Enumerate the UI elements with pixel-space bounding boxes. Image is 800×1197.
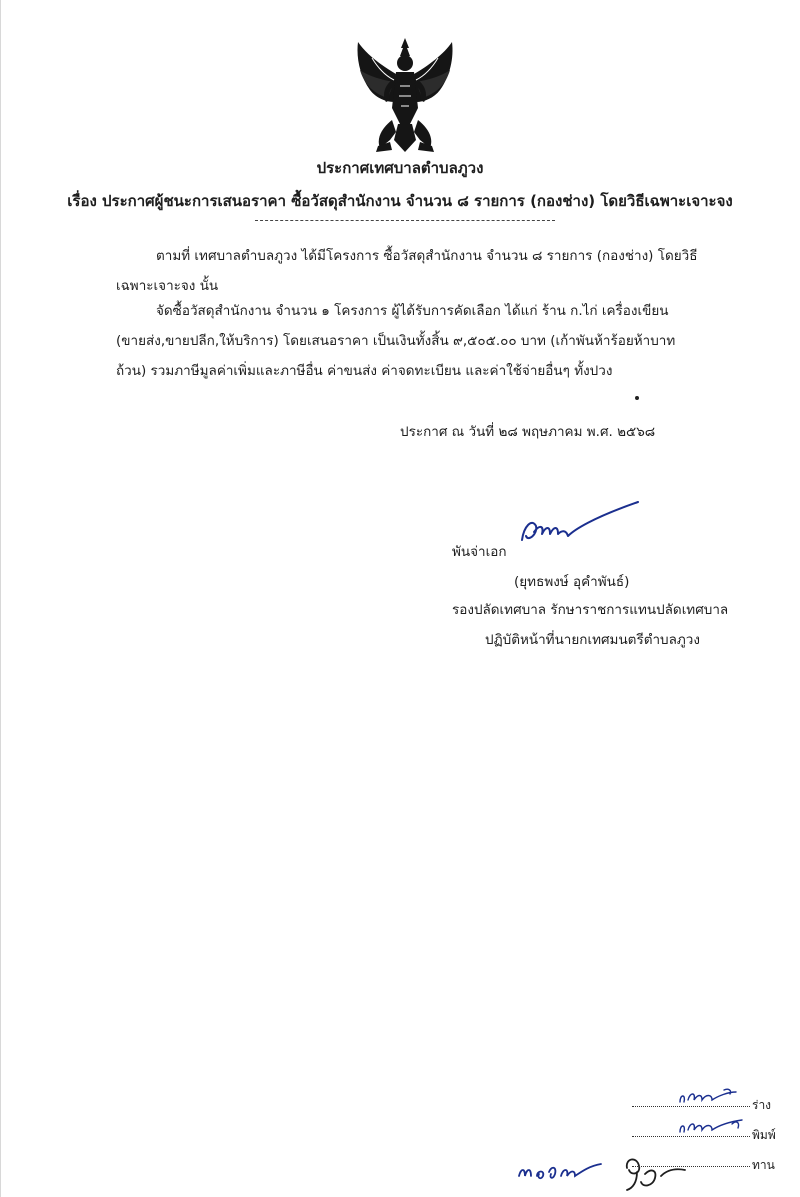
workflow-initials	[632, 1088, 782, 1178]
workflow-row-typed	[632, 1118, 782, 1148]
stray-mark	[635, 396, 639, 400]
handwritten-signature	[512, 496, 642, 558]
draft-label: ร่าง	[752, 1098, 772, 1112]
announcement-date: ประกาศ ณ วันที่ ๒๘ พฤษภาคม พ.ศ. ๒๕๖๘	[400, 424, 656, 440]
signatory-position-1: รองปลัดเทศบาล รักษาราชการแทนปลัดเทศบาล	[452, 602, 729, 618]
paragraph-intro	[116, 241, 702, 301]
paragraph-intro-text: ตามที่ เทศบาลตำบลภูวง ได้มีโครงการ ซื้อวัสดุสำนักงาน จำนวน ๘ รายการ (กองช่าง) โดยวิธีเฉพาะเจาะจง นั้น	[116, 248, 698, 294]
signatory-position-2: ปฏิบัติหน้าที่นายกเทศมนตรีตำบลภูวง	[485, 632, 700, 648]
workflow-row-checked	[632, 1148, 782, 1178]
draft-dotted-line	[632, 1106, 750, 1107]
divider-line	[255, 220, 555, 221]
typed-label: พิมพ์	[752, 1128, 776, 1142]
checked-label: ทาน	[752, 1158, 775, 1172]
typed-initial-handwriting	[676, 1116, 746, 1138]
signatory-name: (ยุทธพงษ์ อุคำพันธ์)	[514, 574, 630, 590]
garuda-emblem-icon	[352, 36, 458, 154]
paragraph-award	[116, 296, 702, 386]
signatory-rank: พันจ่าเอก	[452, 544, 507, 560]
draft-initial-handwriting	[676, 1086, 746, 1108]
paragraph-award-text: จัดซื้อวัสดุสำนักงาน จำนวน ๑ โครงการ ผู้ได้รับการคัดเลือก ได้แก่ ร้าน ก.ไก่ เครื่องเขียน (ขายส่ง,ขายปลีก,ให้บริการ) โดยเสนอราคา เป็นเงินทั้งสิ้น ๙,๕๐๕.๐๐ บาท (เก้าพันห้าร้อยห้าบาทถ้วน) รวมภาษีมูลค่าเพิ่มและภาษีอื่น ค่าขนส่ง ค่าจดทะเบียน และค่าใช้จ่ายอื่นๆ ทั้งปวง	[116, 303, 676, 379]
workflow-row-draft	[632, 1088, 782, 1118]
typed-dotted-line	[632, 1136, 750, 1137]
document-title: ประกาศเทศบาลตำบลภูวง	[316, 159, 484, 177]
document-subject: เรื่อง ประกาศผู้ชนะการเสนอราคา ซื้อวัสดุสำนักงาน จำนวน ๘ รายการ (กองช่าง) โดยวิธีเฉพาะเจาะจง	[67, 192, 733, 210]
checked-dotted-line	[632, 1166, 750, 1167]
